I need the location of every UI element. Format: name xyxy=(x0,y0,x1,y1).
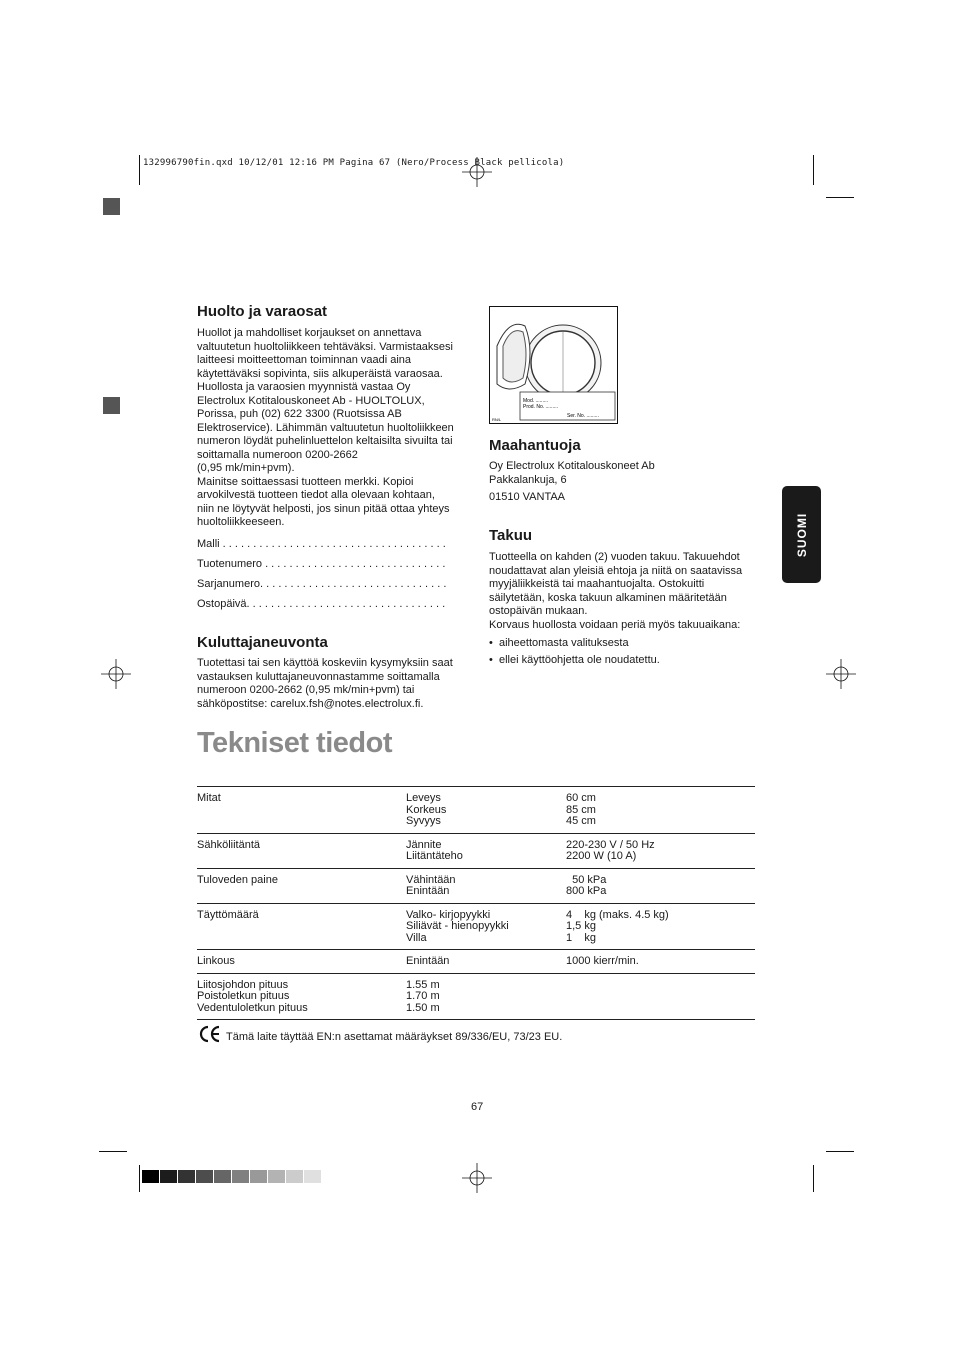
maahantuoja-text: Oy Electrolux Kotitalouskoneet Ab Pakkalankuja, 6 xyxy=(489,460,655,486)
color-bar-swatch xyxy=(142,1170,159,1183)
field-sarjanumero: Sarjanumero. . . . . . . . . . . . . . . . . . . . . . . . . . . . . . . xyxy=(197,578,447,590)
row-values: 220-230 V / 50 Hz 2200 W (10 A) xyxy=(566,838,655,862)
table-row xyxy=(197,950,755,974)
section-heading-kuluttaja: Kuluttajaneuvonta xyxy=(197,634,328,651)
crop-mark xyxy=(813,155,814,185)
color-bar-swatch xyxy=(196,1170,213,1183)
row-label: Mitat xyxy=(197,792,221,804)
row-values xyxy=(566,973,755,1020)
plate-mod: Mod. ......... xyxy=(523,398,549,404)
registration-mark-icon xyxy=(462,157,492,187)
color-bar-swatch xyxy=(214,1170,231,1183)
plate-tag: RN/L xyxy=(492,417,502,422)
huolto-text: Huollot ja mahdolliset korjaukset on annettava valtuutetun huoltoliikkeen tehtäväksi. Varmistaaksesi laitteesi moitteettoman toiminnan vaadi aina käytettäväksi sopivinta, siis alkuperäistä varaosaa. Huollosta ja varaosien myynnistä vastaa Oy Electrolux Kotitalouskoneet Ab - HUOLTOLUX, Porissa, puh (02) 622 3300 (Ruotsissa AB Elektroservice). Lähimmän valtuutetun huoltoliikkeen numeron löydät puhelinluettelon keltaisilta sivuilta tai soittamalla numeroon 0200-2662 (0,95 mk/min+pvm). Mainitse soittaessasi tuotteen merkki. Kopioi arvokilvestä tuotteen tiedot alla olevaan kohtaan, niin ne löytyvät helposti, jos sinun pitää ottaa yhteys huoltoliikkeeseen. xyxy=(197,327,454,528)
table-row xyxy=(197,787,755,834)
plate-ser: Ser. No. ......... xyxy=(567,413,599,419)
row-values: 4 kg (maks. 4.5 kg) 1,5 kg 1 kg xyxy=(566,908,669,944)
rating-plate-illustration xyxy=(489,306,618,424)
crop-mark xyxy=(813,1165,814,1192)
color-bar-swatch xyxy=(178,1170,195,1183)
section-heading-maahantuoja: Maahantuoja xyxy=(489,437,581,454)
row-keys: 1.55 m 1.70 m 1.50 m xyxy=(406,978,440,1014)
row-label: Tuloveden paine xyxy=(197,873,278,886)
field-ostopaiva: Ostopäivä. . . . . . . . . . . . . . . . . . . . . . . . . . . . . . . . . xyxy=(197,598,446,610)
section-heading-huolto: Huolto ja varaosat xyxy=(197,303,328,320)
row-label: Linkous xyxy=(197,955,235,967)
crop-mark xyxy=(99,1151,127,1152)
page-title: Tekniset tiedot xyxy=(197,727,392,759)
registration-mark-icon xyxy=(826,659,856,689)
row-keys: Enintään xyxy=(406,955,450,967)
maahantuoja-postal: 01510 VANTAA xyxy=(489,491,566,503)
color-bar-swatch xyxy=(268,1170,285,1183)
color-bar-swatch xyxy=(304,1170,321,1183)
crop-mark xyxy=(826,197,854,198)
tech-table xyxy=(197,786,755,1020)
table-row xyxy=(197,833,755,868)
color-bar-swatch xyxy=(286,1170,303,1183)
ce-compliance-text: Tämä laite täyttää EN:n asettamat määräykset 89/336/EU, 73/23 EU. xyxy=(226,1031,563,1043)
takuu-bullet: • aiheettomasta valituksesta xyxy=(489,637,629,649)
plate-prod: Prod. No. ......... xyxy=(523,404,559,410)
crop-mark xyxy=(139,1165,140,1192)
row-values: 50 kPa 800 kPa xyxy=(566,873,607,897)
row-keys: Vähintään Enintään xyxy=(406,873,456,897)
gray-marker xyxy=(103,397,120,414)
takuu-text: Tuotteella on kahden (2) vuoden takuu. Takuuehdot noudattavat alan yleisiä ehtoja ja niitä on saatavissa myyjäliikkeistä tai maahantuojalta. Ostokuitti säilytetään, koska takuun alkaminen määritetään ostopäivän mukaan. Korvaus huollosta voidaan periä myös takuuaikana: xyxy=(489,551,743,631)
row-label: Sähköliitäntä xyxy=(197,838,260,851)
print-slug: 132996790fin.qxd 10/12/01 12:16 PM Pagina 67 (Nero/Process Black pellicola) xyxy=(143,158,565,168)
field-tuotenumero: Tuotenumero . . . . . . . . . . . . . . . . . . . . . . . . . . . . . . xyxy=(197,558,446,570)
color-bar-swatch xyxy=(232,1170,249,1183)
section-heading-takuu: Takuu xyxy=(489,527,533,544)
row-label: Täyttömäärä xyxy=(197,908,259,921)
crop-mark xyxy=(139,155,140,185)
row-values: 60 cm 85 cm 45 cm xyxy=(566,792,596,827)
field-malli: Malli . . . . . . . . . . . . . . . . . . . . . . . . . . . . . . . . . . . . . xyxy=(197,538,446,550)
takuu-bullet: • ellei käyttöohjetta ole noudatettu. xyxy=(489,654,660,666)
row-label: Liitosjohdon pituus Poistoletkun pituus Vedentuloletkun pituus xyxy=(197,978,308,1014)
table-row xyxy=(197,868,755,903)
registration-mark-icon xyxy=(462,1163,492,1193)
gray-marker xyxy=(103,198,120,215)
color-bar-swatch xyxy=(250,1170,267,1183)
kuluttaja-text: Tuotettasi tai sen käyttöä koskeviin kysymyksiin saat vastauksen kuluttajaneuvonnastamme soittamalla numeroon 0200-2662 (0,95 mk/min+pvm) tai sähköpostitse: carelux.fsh@notes.electrolux.fi. xyxy=(197,657,453,710)
ce-mark-icon xyxy=(198,1025,222,1043)
table-row xyxy=(197,973,755,1020)
row-keys: Valko- kirjopyykki Siliävät - hienopyykki Villa xyxy=(406,908,509,944)
color-bar-swatch xyxy=(160,1170,177,1183)
row-keys: Leveys Korkeus Syvyys xyxy=(406,792,447,827)
registration-mark-icon xyxy=(101,659,131,689)
page-number: 67 xyxy=(471,1101,484,1113)
row-keys: Jännite Liitäntäteho xyxy=(406,838,463,862)
row-values: 1000 kierr/min. xyxy=(566,955,639,967)
crop-mark xyxy=(826,1151,854,1152)
language-tab: SUOMI xyxy=(782,486,821,583)
table-row xyxy=(197,903,755,950)
